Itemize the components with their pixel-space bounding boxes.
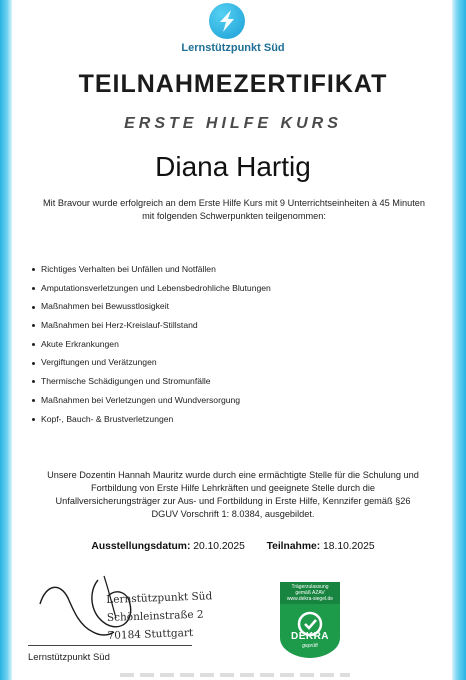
- topic-text: Akute Erkrankungen: [41, 338, 119, 349]
- bullet-icon: [32, 362, 35, 365]
- left-border-decoration: [0, 0, 12, 680]
- intro-text: [16, 197, 452, 223]
- seal-caption: [280, 584, 340, 602]
- address-stamp: [106, 587, 214, 645]
- seal-brand: DEKRA: [290, 631, 330, 642]
- stamp-line: Schönleinstraße 2: [106, 608, 204, 624]
- signature-line: [28, 645, 192, 646]
- date-line: [0, 541, 466, 552]
- participation-date-value: 18.10.2025: [323, 541, 375, 552]
- stamp-line: 70184 Stuttgart: [107, 626, 194, 642]
- seal-caption-line: Trägerzulassung: [291, 584, 329, 590]
- bullet-icon: [32, 418, 35, 421]
- list-item: [32, 393, 271, 412]
- bullet-icon: [32, 306, 35, 309]
- topic-text: Amputationsverletzungen und Lebensbedrohliche Blutungen: [41, 282, 271, 293]
- list-item: [32, 412, 271, 431]
- list-item: [32, 299, 271, 318]
- topic-list: [32, 262, 271, 430]
- topic-text: Kopf-, Bauch- & Brustverletzungen: [41, 413, 174, 424]
- footer-cutoff-text: [120, 673, 350, 677]
- stamp-line: Lernstützpunkt Süd: [106, 590, 213, 606]
- topic-text: Maßnahmen bei Bewusstlosigkeit: [41, 301, 170, 312]
- topic-text: Vergiftungen und Verätzungen: [41, 357, 157, 368]
- bullet-icon: [32, 268, 35, 271]
- bullet-icon: [32, 324, 35, 327]
- participant-name: Diana Hartig: [155, 151, 311, 182]
- right-border-decoration: [452, 0, 466, 680]
- list-item: [32, 374, 271, 393]
- bullet-icon: [32, 399, 35, 402]
- statement-line: DGUV Vorschrift 1: 8.0384, ausgebildet.: [151, 509, 315, 519]
- bullet-icon: [32, 380, 35, 383]
- seal-checked: geprüft: [302, 643, 318, 649]
- list-item: [32, 355, 271, 374]
- lightning-s-logo-icon: [209, 3, 245, 39]
- seal-caption-line: www.dekra-siegel.de: [286, 596, 334, 602]
- issue-date-label: Ausstellungsdatum:: [91, 541, 191, 552]
- statement-line: Unsere Dozentin Hannah Mauritz wurde durch eine ermächtigte Stelle für die Schulung und: [47, 470, 419, 480]
- statement-line: Fortbildung von Erste Hilfe Lehrkräften und geeignete Stelle durch die: [91, 483, 375, 493]
- topic-text: Maßnahmen bei Herz-Kreislauf-Stillstand: [41, 320, 198, 331]
- list-item: [32, 281, 271, 300]
- seal-caption-line: gemäß AZAV: [295, 590, 325, 596]
- intro-line: mit folgenden Schwerpunkten teilgenommen:: [142, 211, 326, 221]
- participation-date-label: Teilnahme:: [266, 541, 321, 552]
- list-item: [32, 337, 271, 356]
- brand-name: Lernstützpunkt Süd: [181, 42, 285, 54]
- intro-line: Mit Bravour wurde erfolgreich an dem Erste Hilfe Kurs mit 9 Unterrichtseinheiten à 45 Minuten: [43, 198, 425, 208]
- certificate-title: TEILNAHMEZERTIFIKAT: [78, 70, 388, 98]
- instructor-statement: [20, 469, 446, 521]
- topic-text: Richtiges Verhalten bei Unfällen und Notfällen: [41, 264, 216, 274]
- statement-line: Unfallversicherungsträger zur Aus- und Fortbildung in Erste Hilfe, Kennzifer gemäß §26: [55, 496, 411, 506]
- certificate-subtitle: ERSTE HILFE KURS: [124, 115, 342, 132]
- signature-label: Lernstützpunkt Süd: [28, 652, 110, 663]
- bullet-icon: [32, 287, 35, 290]
- bullet-icon: [32, 343, 35, 346]
- issue-date-value: 20.10.2025: [193, 541, 245, 552]
- list-item: [32, 262, 271, 281]
- list-item: [32, 318, 271, 337]
- topic-text: Thermische Schädigungen und Stromunfälle: [41, 376, 211, 387]
- topic-text: Maßnahmen bei Verletzungen und Wundversorgung: [41, 394, 241, 405]
